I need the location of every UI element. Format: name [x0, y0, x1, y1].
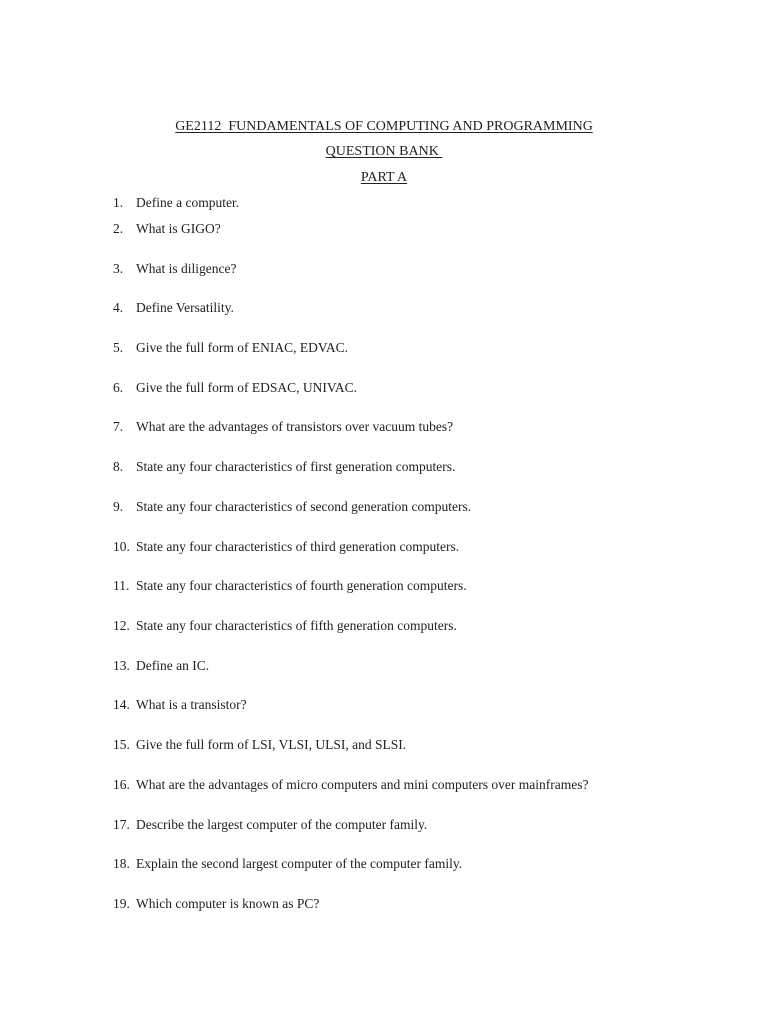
question-text: Give the full form of ENIAC, EDVAC. — [136, 340, 348, 355]
question-text: Which computer is known as PC? — [136, 896, 320, 911]
question-text: Define a computer. — [136, 195, 240, 210]
question-number: 11. — [113, 578, 130, 593]
question-item — [113, 340, 348, 356]
question-number: 17. — [113, 817, 130, 832]
document-subtitle: QUESTION BANK — [325, 144, 443, 159]
question-item — [113, 419, 453, 435]
course-title: GE2112 FUNDAMENTALS OF COMPUTING AND PROGRAMMING — [175, 119, 593, 134]
question-text: Define Versatility. — [136, 300, 234, 315]
part-heading: PART A — [360, 170, 408, 185]
question-number: 16. — [113, 777, 130, 792]
question-item — [113, 737, 406, 753]
question-number: 15. — [113, 737, 130, 752]
question-number: 6. — [113, 380, 124, 395]
question-text: Give the full form of EDSAC, UNIVAC. — [136, 380, 357, 395]
question-text: Explain the second largest computer of the computer family. — [136, 856, 463, 871]
question-number: 12. — [113, 618, 130, 633]
question-text: What is a transistor? — [136, 697, 247, 712]
question-number: 14. — [113, 697, 130, 712]
question-item — [113, 777, 588, 793]
question-item — [113, 221, 221, 237]
question-item — [113, 578, 467, 594]
question-item — [113, 896, 319, 912]
question-text: What are the advantages of transistors over vacuum tubes? — [136, 419, 454, 434]
question-text: What is diligence? — [136, 261, 237, 276]
question-item — [113, 261, 236, 277]
question-text: Define an IC. — [136, 658, 210, 673]
question-number: 10. — [113, 539, 130, 554]
question-number: 3. — [113, 261, 124, 276]
question-text: Give the full form of LSI, VLSI, ULSI, and SLSI. — [136, 737, 407, 752]
question-text: State any four characteristics of second generation computers. — [136, 499, 472, 514]
question-number: 19. — [113, 896, 130, 911]
question-number: 8. — [113, 459, 124, 474]
question-text: State any four characteristics of fourth generation computers. — [136, 578, 467, 593]
question-item — [113, 658, 209, 674]
question-number: 2. — [113, 221, 124, 236]
question-item — [113, 380, 357, 396]
question-text: State any four characteristics of first generation computers. — [136, 459, 456, 474]
question-item — [113, 459, 455, 475]
question-number: 18. — [113, 856, 130, 871]
question-text: State any four characteristics of third generation computers. — [136, 539, 460, 554]
question-text: What are the advantages of micro computers and mini computers over mainframes? — [136, 777, 589, 792]
question-text: What is GIGO? — [136, 221, 221, 236]
question-item — [113, 499, 471, 515]
question-item — [113, 856, 462, 872]
question-text: Describe the largest computer of the computer family. — [136, 817, 428, 832]
question-item — [113, 618, 457, 634]
question-item — [113, 817, 427, 833]
question-text: State any four characteristics of fifth generation computers. — [136, 618, 457, 633]
question-item — [113, 300, 234, 316]
question-number: 1. — [113, 195, 124, 210]
question-number: 5. — [113, 340, 124, 355]
question-number: 9. — [113, 499, 124, 514]
question-item — [113, 195, 239, 211]
question-number: 7. — [113, 419, 124, 434]
question-number: 4. — [113, 300, 124, 315]
question-number: 13. — [113, 658, 130, 673]
question-item — [113, 539, 459, 555]
question-item — [113, 697, 247, 713]
